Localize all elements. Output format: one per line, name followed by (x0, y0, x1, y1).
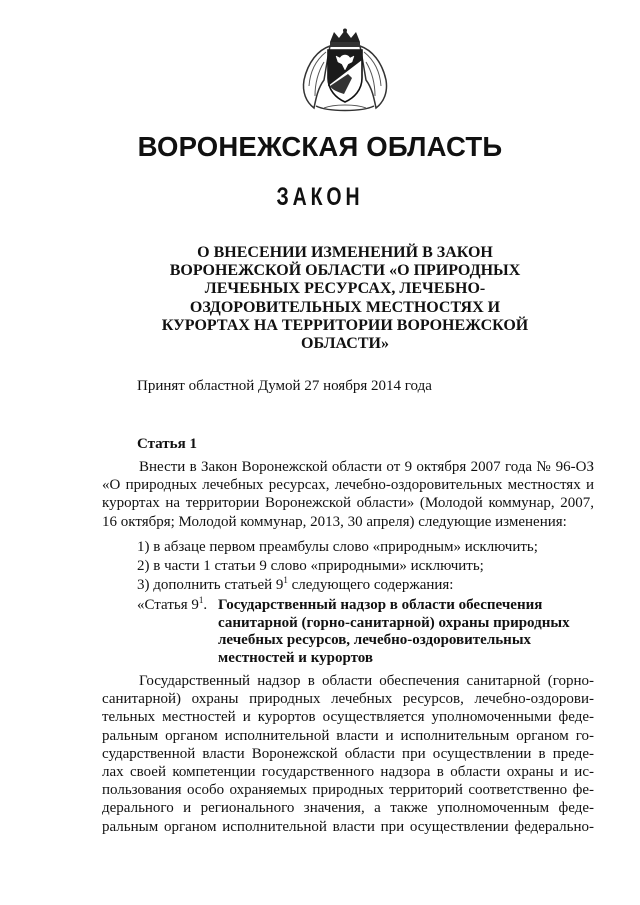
article-heading: Статья 1 (137, 436, 197, 452)
article-intro (102, 458, 594, 531)
adoption-date: Принят областной Думой 27 ноября 2014 года (137, 378, 432, 394)
intro-line: Внести в Закон Воронежской области от 9 октября 2007 года № 96-ОЗ (139, 459, 594, 475)
new-article-number (137, 597, 207, 615)
body-line: сударственной власти Воронежской области при осуществлении в преде- (102, 745, 594, 762)
superscript: 1 (283, 574, 288, 585)
body-line: Государственный надзор в области обеспечения санитарной (горно- (139, 673, 594, 689)
body-line: ральным органом исполнительной власти и исполнительным органом го- (102, 727, 594, 744)
change-item: 2) в части 1 статьи 9 слово «природными» исключить; (137, 557, 484, 574)
new-article-heading (218, 597, 570, 667)
new-article-prefix: «Статья 9 (137, 597, 199, 613)
document-type: ЗАКОН (276, 183, 364, 211)
law-title (150, 244, 540, 353)
change-item-text: 3) дополнить статьей 9 (137, 576, 284, 593)
law-title-line: КУРОРТАХ НА ТЕРРИТОРИИ ВОРОНЕЖСКОЙ (161, 316, 529, 334)
body-line: санитарной) охраны природных лечебных ресурсов, лечебно-оздорови- (102, 691, 594, 708)
intro-line: 16 октября; Молодой коммунар, 2013, 30 апреля) следующие изменения: (102, 513, 567, 530)
law-title-line: ОБЛАСТИ» (301, 335, 389, 353)
body-line: дерального и регионального значения, а также уполномоченным феде- (102, 800, 594, 817)
new-article-dot: . (203, 597, 208, 613)
new-article-heading-line: санитарной (горно-санитарной) охраны природных (218, 614, 570, 631)
law-title-line: ОЗДОРОВИТЕЛЬНЫХ МЕСТНОСТЯХ И (189, 298, 501, 316)
law-title-line: ЛЕЧЕБНЫХ РЕСУРСАХ, ЛЕЧЕБНО- (204, 280, 486, 298)
body-line: ральным органом исполнительной власти при осуществлении федерально- (102, 818, 594, 835)
change-item-text: следующего содержания: (287, 576, 454, 593)
new-article-heading-line: Государственный надзор в области обеспечения (218, 597, 543, 613)
body-line: лах своей компетенции государственного надзора в области охраны и ис- (102, 764, 594, 781)
body-line: пользования особо охраняемых природных территорий соответственно фе- (102, 782, 594, 799)
body-line: тельных местностей и курортов осуществляется уполномоченными феде- (102, 709, 594, 726)
changes-list (137, 538, 538, 594)
superscript: 1 (198, 595, 204, 605)
body-paragraph (102, 672, 594, 836)
region-name: ВОРОНЕЖСКАЯ ОБЛАСТЬ (137, 131, 503, 162)
law-title-line: О ВНЕСЕНИИ ИЗМЕНЕНИЙ В ЗАКОН (197, 244, 493, 261)
coat-of-arms-icon (296, 28, 394, 112)
change-item: 1) в абзаце первом преамбулы слово «природным» исключить; (137, 539, 538, 555)
change-item (137, 576, 538, 595)
new-article-heading-line: лечебных ресурсов, лечебно-оздоровительных (218, 632, 532, 648)
intro-line: курортах на территории Воронежской области» (Молодой коммунар, 2007, (102, 495, 594, 512)
law-title-line: ВОРОНЕЖСКОЙ ОБЛАСТИ «О ПРИРОДНЫХ (169, 262, 521, 280)
intro-line: «О природных лечебных ресурсах, лечебно-оздоровительных местностях и (102, 477, 594, 494)
new-article-heading-line: местностей и курортов (218, 649, 374, 666)
